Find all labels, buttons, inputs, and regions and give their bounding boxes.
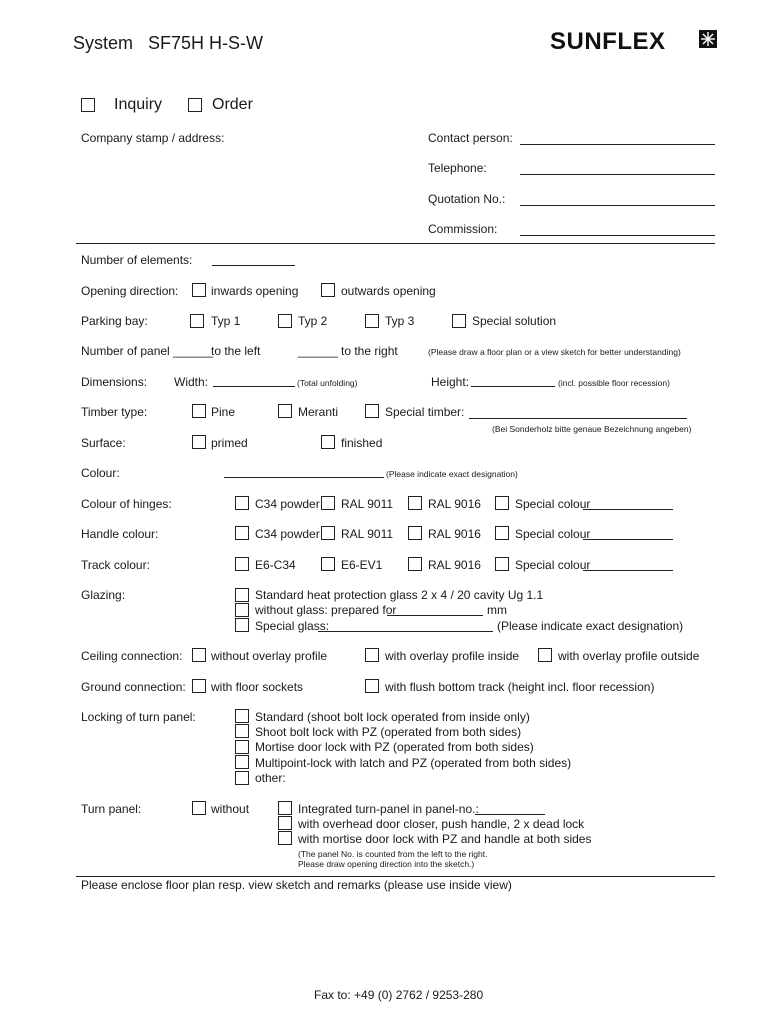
- turn-closer-label: with overhead door closer, push handle, 2 x dead lock: [298, 817, 585, 831]
- ceiling-outside-checkbox[interactable]: [538, 648, 552, 662]
- width-field[interactable]: [213, 386, 295, 387]
- colour-of-hinges-label: Colour of hinges:: [81, 497, 172, 511]
- meranti-checkbox[interactable]: [278, 404, 292, 418]
- glazing-prepared-field[interactable]: [387, 615, 483, 616]
- contact-person-field[interactable]: [520, 144, 715, 145]
- glazing-special-label: Special glass:: [255, 619, 330, 633]
- commission-label: Commission:: [428, 222, 498, 236]
- turn-without-label: without: [211, 802, 250, 816]
- primed-label: primed: [211, 436, 248, 450]
- glazing-label: Glazing:: [81, 588, 126, 602]
- ceiling-inside-checkbox[interactable]: [365, 648, 379, 662]
- pine-checkbox[interactable]: [192, 404, 206, 418]
- special-timber-checkbox[interactable]: [365, 404, 379, 418]
- parking-bay-label: Parking bay:: [81, 314, 148, 328]
- ground-sockets-checkbox[interactable]: [192, 679, 206, 693]
- number-of-panel-label: Number of panel ______: [81, 344, 214, 358]
- outwards-opening-checkbox[interactable]: [321, 283, 335, 297]
- surface-label: Surface:: [81, 436, 126, 450]
- order-label: Order: [212, 96, 253, 113]
- turn-note-1: (The panel No. is counted from the left to the right.: [298, 849, 488, 859]
- track-e6c34-label: E6-C34: [255, 558, 296, 572]
- inwards-opening-label: inwards opening: [211, 284, 299, 298]
- handle-colour-label: Handle colour:: [81, 527, 159, 541]
- handle-ral9011-checkbox[interactable]: [321, 526, 335, 540]
- primed-checkbox[interactable]: [192, 435, 206, 449]
- number-of-elements-label: Number of elements:: [81, 253, 193, 267]
- glazing-mm-label: mm: [487, 603, 507, 617]
- meranti-label: Meranti: [298, 405, 339, 419]
- hinges-ral9016-checkbox[interactable]: [408, 496, 422, 510]
- ceiling-without-label: without overlay profile: [211, 649, 328, 663]
- track-colour-label: Track colour:: [81, 558, 150, 572]
- turn-note-2: Please draw opening direction into the sketch.): [298, 859, 475, 869]
- typ2-label: Typ 2: [298, 314, 328, 328]
- height-note: (incl. possible floor recession): [558, 378, 670, 388]
- system-label: System SF75H H-S-W: [73, 33, 264, 53]
- divider-top: [76, 243, 715, 244]
- hinges-c34-label: C34 powder: [255, 497, 320, 511]
- width-label: Width:: [174, 375, 209, 389]
- quotation-no-field[interactable]: [520, 205, 715, 206]
- telephone-label: Telephone:: [428, 161, 487, 175]
- handle-ral9016-label: RAL 9016: [428, 527, 481, 541]
- to-the-right-label: to the right: [341, 344, 398, 358]
- pine-label: Pine: [211, 405, 236, 419]
- panel-note: (Please draw a floor plan or a view sketch for better understanding): [428, 347, 681, 357]
- dimensions-label: Dimensions:: [81, 375, 148, 389]
- inquiry-label: Inquiry: [114, 96, 163, 113]
- track-ral9016-checkbox[interactable]: [408, 557, 422, 571]
- order-checkbox[interactable]: [188, 98, 202, 112]
- locking-multipoint-label: Multipoint-lock with latch and PZ (operated from both sides): [255, 756, 572, 770]
- locking-mortise-label: Mortise door lock with PZ (operated from both sides): [255, 740, 534, 754]
- telephone-field[interactable]: [520, 174, 715, 175]
- right-count-blank[interactable]: ______: [298, 344, 339, 358]
- handle-c34-checkbox[interactable]: [235, 526, 249, 540]
- sun-star-icon: [699, 30, 717, 48]
- special-solution-label: Special solution: [472, 314, 557, 328]
- enclose-note: Please enclose floor plan resp. view sketch and remarks (please use inside view): [81, 878, 512, 892]
- quotation-no-label: Quotation No.:: [428, 192, 506, 206]
- glazing-special-checkbox[interactable]: [235, 618, 249, 632]
- locking-multipoint-checkbox[interactable]: [235, 755, 249, 769]
- glazing-standard-label: Standard heat protection glass 2 x 4 / 20 cavity Ug 1.1: [255, 588, 544, 602]
- hinges-special-checkbox[interactable]: [495, 496, 509, 510]
- handle-ral9011-label: RAL 9011: [341, 527, 394, 541]
- turn-mortise-label: with mortise door lock with PZ and handle at both sides: [298, 832, 592, 846]
- hinges-ral9016-label: RAL 9016: [428, 497, 481, 511]
- track-e6ev1-checkbox[interactable]: [321, 557, 335, 571]
- ground-flush-checkbox[interactable]: [365, 679, 379, 693]
- turn-mortise-checkbox[interactable]: [278, 831, 292, 845]
- fax-number: Fax to: +49 (0) 2762 / 9253-280: [314, 988, 484, 1002]
- locking-label: Locking of turn panel:: [81, 710, 196, 724]
- system-name: SF75H H-S-W: [148, 33, 264, 53]
- handle-special-checkbox[interactable]: [495, 526, 509, 540]
- turn-panel-label: Turn panel:: [81, 802, 142, 816]
- special-timber-label: Special timber:: [385, 405, 465, 419]
- locking-shootbolt-checkbox[interactable]: [235, 724, 249, 738]
- glazing-without-checkbox[interactable]: [235, 603, 249, 617]
- opening-direction-label: Opening direction:: [81, 284, 179, 298]
- height-label: Height:: [431, 375, 470, 389]
- to-the-left-label: to the left: [211, 344, 261, 358]
- locking-mortise-checkbox[interactable]: [235, 740, 249, 754]
- ceiling-connection-label: Ceiling connection:: [81, 649, 183, 663]
- width-note: (Total unfolding): [297, 378, 358, 388]
- track-special-checkbox[interactable]: [495, 557, 509, 571]
- company-stamp-label: Company stamp / address:: [81, 131, 225, 145]
- ceiling-outside-label: with overlay profile outside: [558, 649, 700, 663]
- special-timber-field[interactable]: [469, 418, 687, 419]
- turn-integrated-label: Integrated turn-panel in panel-no.:: [298, 802, 479, 816]
- turn-without-checkbox[interactable]: [192, 801, 206, 815]
- inwards-opening-checkbox[interactable]: [192, 283, 206, 297]
- special-solution-checkbox[interactable]: [452, 314, 466, 328]
- hinges-ral9011-checkbox[interactable]: [321, 496, 335, 510]
- colour-field[interactable]: [224, 477, 384, 478]
- handle-c34-label: C34 powder: [255, 527, 320, 541]
- ground-flush-label: with flush bottom track (height incl. floor recession): [385, 680, 655, 694]
- ceiling-without-checkbox[interactable]: [192, 648, 206, 662]
- track-special-label: Special colour: [515, 558, 591, 572]
- glazing-without-label: without glass: prepared for: [255, 603, 397, 617]
- colour-note: (Please indicate exact designation): [386, 469, 518, 479]
- track-ral9016-label: RAL 9016: [428, 558, 481, 572]
- turn-closer-checkbox[interactable]: [278, 816, 292, 830]
- handle-special-field[interactable]: [583, 539, 673, 540]
- locking-standard-checkbox[interactable]: [235, 709, 249, 723]
- number-of-elements-field[interactable]: [212, 265, 295, 266]
- ground-sockets-label: with floor sockets: [211, 680, 304, 694]
- locking-standard-label: Standard (shoot bolt lock operated from inside only): [255, 710, 530, 724]
- hinges-c34-checkbox[interactable]: [235, 496, 249, 510]
- track-special-field[interactable]: [583, 570, 673, 571]
- timber-type-label: Timber type:: [81, 405, 148, 419]
- track-e6ev1-label: E6-EV1: [341, 558, 383, 572]
- finished-label: finished: [341, 436, 383, 450]
- typ1-label: Typ 1: [211, 314, 241, 328]
- timber-note: (Bei Sonderholz bitte genaue Bezeichnung angeben): [492, 424, 692, 434]
- colour-label: Colour:: [81, 466, 120, 480]
- commission-field[interactable]: [520, 235, 715, 236]
- locking-other-label: other:: [255, 771, 286, 785]
- ground-connection-label: Ground connection:: [81, 680, 186, 694]
- ceiling-inside-label: with overlay profile inside: [385, 649, 520, 663]
- hinges-special-label: Special colour: [515, 497, 591, 511]
- handle-special-label: Special colour: [515, 527, 591, 541]
- locking-other-checkbox[interactable]: [235, 771, 249, 785]
- contact-person-label: Contact person:: [428, 131, 513, 145]
- glazing-special-field[interactable]: [318, 631, 493, 632]
- typ1-checkbox[interactable]: [190, 314, 204, 328]
- finished-checkbox[interactable]: [321, 435, 335, 449]
- handle-ral9016-checkbox[interactable]: [408, 526, 422, 540]
- turn-panel-no-field[interactable]: [475, 814, 545, 815]
- hinges-special-field[interactable]: [583, 509, 673, 510]
- typ2-checkbox[interactable]: [278, 314, 292, 328]
- height-field[interactable]: [471, 386, 555, 387]
- glazing-standard-checkbox[interactable]: [235, 588, 249, 602]
- outwards-opening-label: outwards opening: [341, 284, 436, 298]
- track-e6c34-checkbox[interactable]: [235, 557, 249, 571]
- typ3-label: Typ 3: [385, 314, 415, 328]
- inquiry-checkbox[interactable]: [81, 98, 95, 112]
- sunflex-logo: SUNFLEX: [550, 28, 666, 55]
- hinges-ral9011-label: RAL 9011: [341, 497, 394, 511]
- divider-bottom: [76, 876, 715, 877]
- typ3-checkbox[interactable]: [365, 314, 379, 328]
- glazing-special-note: (Please indicate exact designation): [497, 619, 684, 633]
- locking-shootbolt-label: Shoot bolt lock with PZ (operated from both sides): [255, 725, 522, 739]
- turn-integrated-checkbox[interactable]: [278, 801, 292, 815]
